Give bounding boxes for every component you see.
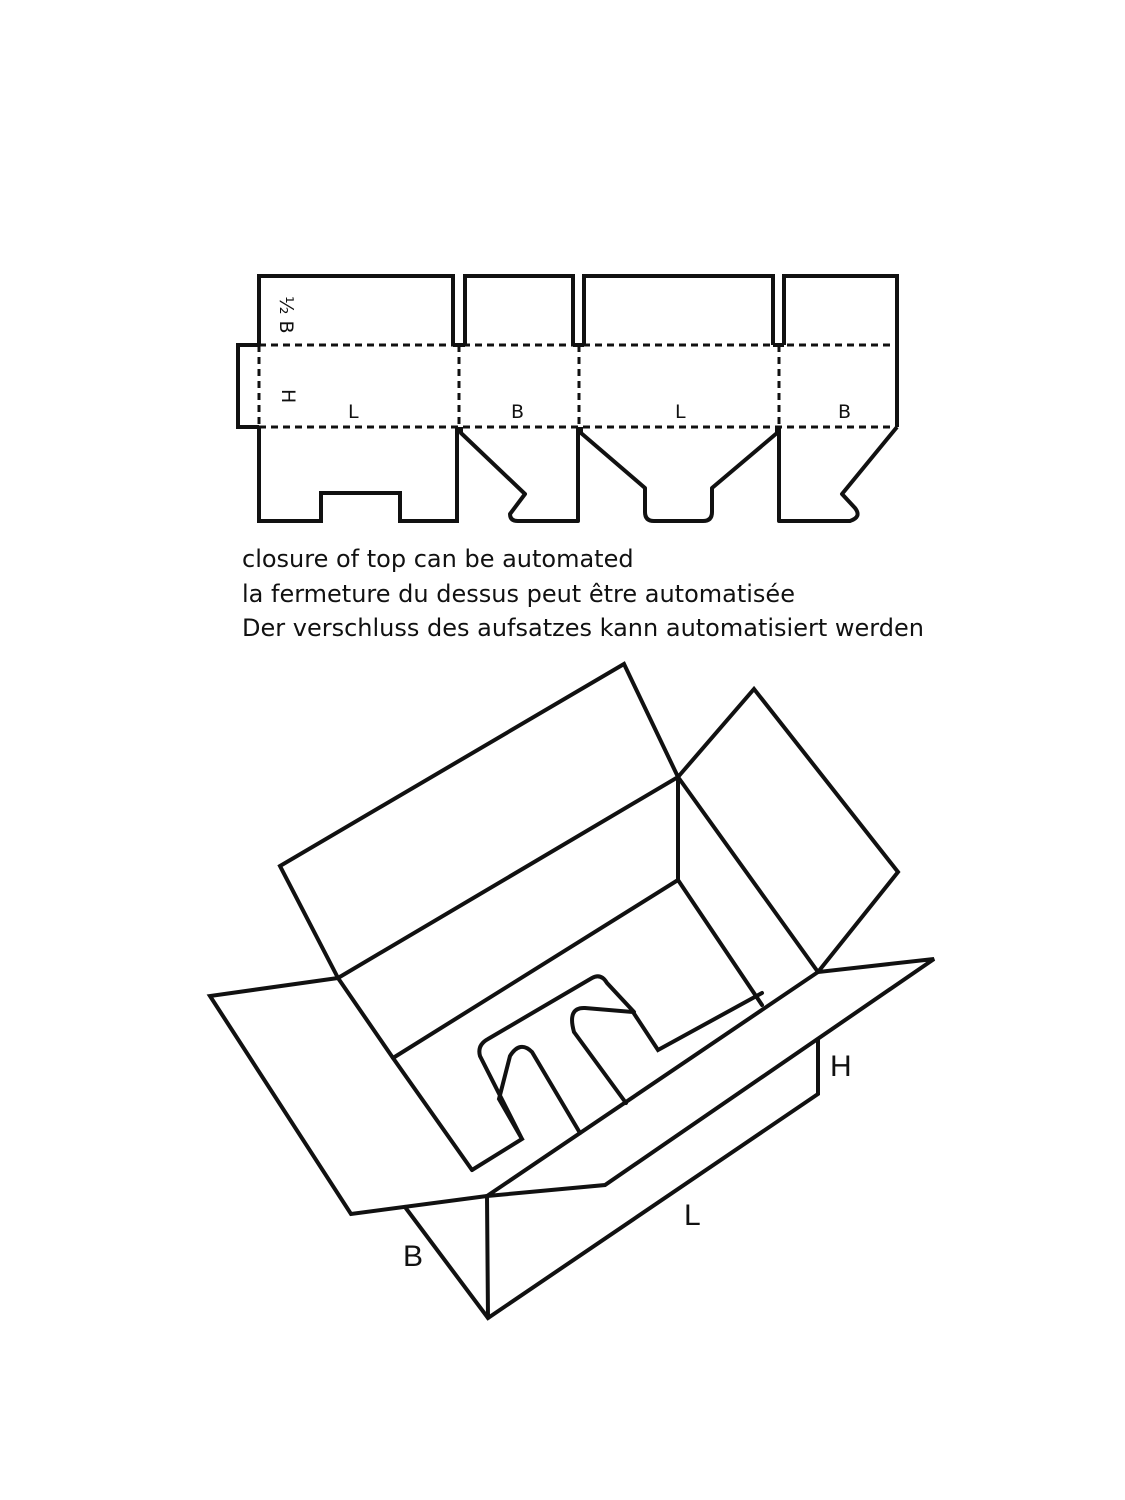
box-back-flap <box>280 664 678 978</box>
box-left-flap <box>210 978 487 1214</box>
box-label-h: H <box>830 1050 852 1083</box>
label-panel-2: B <box>511 401 525 423</box>
label-panel-1: L <box>348 401 359 423</box>
caption-german: Der verschluss des aufsatzes kann automatisiert werden <box>242 614 924 642</box>
box-label-b: B <box>403 1240 424 1273</box>
caption-french: la fermeture du dessus peut être automatisée <box>242 580 795 608</box>
box-inner-fitment <box>472 976 762 1170</box>
label-panel-3: L <box>675 401 686 423</box>
label-half-b: ½ B <box>275 296 297 334</box>
box-rim <box>338 777 818 978</box>
box-inner-back-wall <box>393 880 762 1058</box>
label-panel-4: B <box>838 401 852 423</box>
box-label-l: L <box>684 1199 701 1232</box>
label-h: H <box>277 389 299 404</box>
caption-english: closure of top can be automated <box>242 545 634 573</box>
box-inner-left-edge <box>338 978 472 1170</box>
box-front-flap <box>487 959 934 1196</box>
